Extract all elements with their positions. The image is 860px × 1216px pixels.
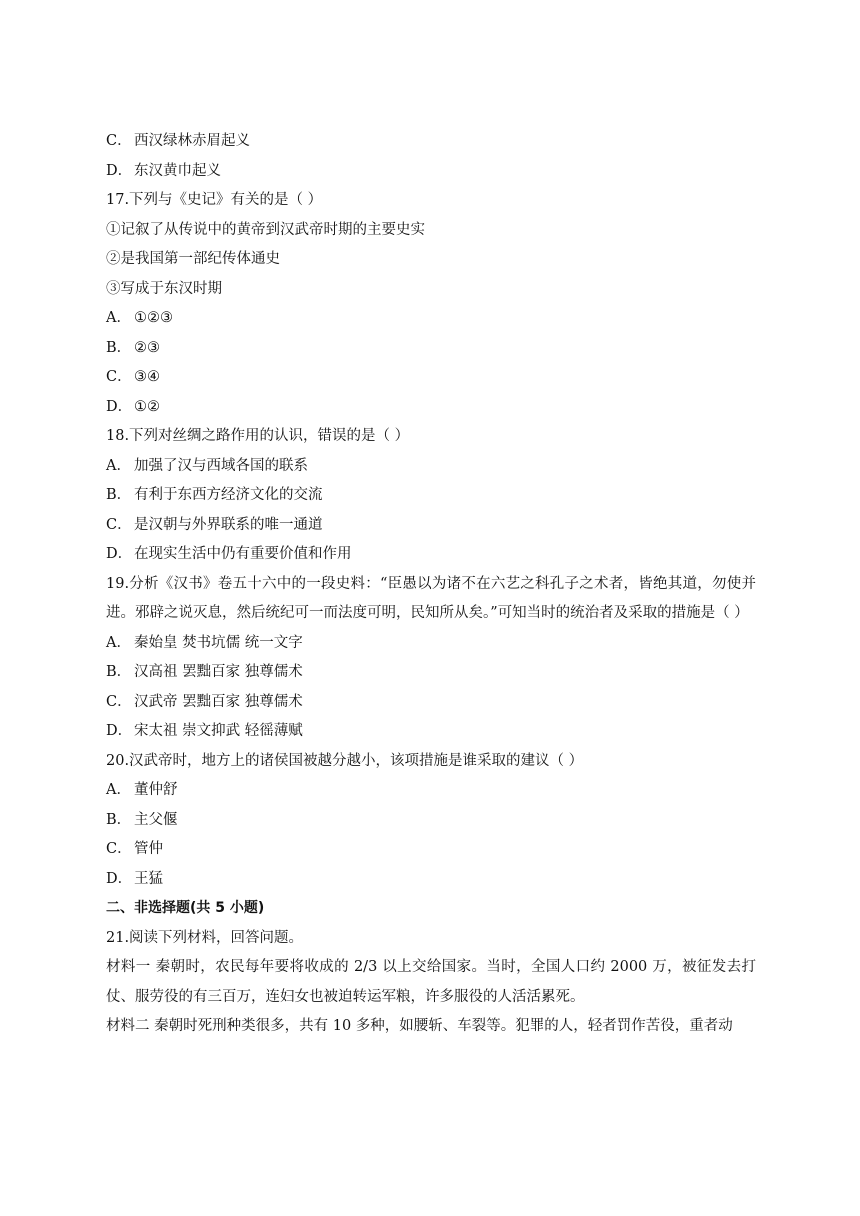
option-text: 有利于东西方经济文化的交流	[134, 487, 323, 503]
q19-option-a	[106, 629, 756, 659]
option-letter: B．	[106, 664, 132, 680]
q19-option-b	[106, 658, 756, 688]
q17-option-a	[106, 304, 756, 334]
option-text: ①②	[134, 398, 160, 415]
option-letter: B．	[106, 339, 132, 356]
q16-option-d	[106, 157, 756, 187]
option-letter: C．	[106, 369, 132, 385]
q17-option-b	[106, 334, 756, 364]
option-text: 汉武帝 罢黜百家 独尊儒术	[134, 693, 303, 710]
q19-option-d	[106, 717, 756, 747]
q17-statement-2: ②是我国第一部纪传体通史	[106, 251, 280, 267]
q17-stem: 17.下列与《史记》有关的是（ ）	[106, 192, 323, 208]
option-text: 王猛	[134, 870, 163, 887]
option-letter: C．	[106, 133, 132, 149]
q18-option-d	[106, 540, 756, 570]
q19-stem: 19.分析《汉书》卷五十六中的一段史料：“臣愚以为诸不在六艺之科孔子之术者，皆绝其道，勿使并进。邪辟之说灭息，然后统纪可一而法度可明，民知所从矣。”可知当时的统治者及采取的措施是（ ）	[106, 575, 756, 621]
option-letter: D．	[106, 723, 133, 739]
option-text: 是汉朝与外界联系的唯一通道	[134, 516, 323, 533]
option-text: ③④	[134, 369, 160, 385]
option-letter: B．	[106, 811, 132, 828]
q18-option-b	[106, 481, 756, 511]
option-text: ①②③	[134, 310, 173, 326]
option-letter: D．	[106, 870, 133, 887]
option-letter: B．	[106, 487, 132, 503]
q18-stem: 18.下列对丝绸之路作用的认识，错误的是（ ）	[106, 428, 410, 444]
option-letter: A．	[106, 634, 131, 651]
q17-statement-3: ③写成于东汉时期	[106, 280, 222, 297]
q20-option-b	[106, 806, 756, 836]
option-text: ②③	[134, 339, 160, 356]
exam-page	[106, 127, 756, 1042]
option-letter: D．	[106, 162, 133, 179]
option-text: 宋太祖 崇文抑武 轻徭薄赋	[134, 723, 303, 739]
q17-statement-1: ①记叙了从传说中的黄帝到汉武帝时期的主要史实	[106, 221, 425, 238]
option-text: 主父偃	[134, 811, 178, 828]
option-letter: C．	[106, 516, 132, 533]
q21-material-2: 材料二 秦朝时死刑种类很多，共有 10 多种，如腰斩、车裂等。犯罪的人，轻者罚作苦役，重者动	[106, 1018, 733, 1034]
q21-stem: 21.阅读下列材料，回答问题。	[106, 929, 304, 946]
q18-option-a	[106, 452, 756, 482]
q20-stem: 20.汉武帝时，地方上的诸侯国被越分越小，该项措施是谁采取的建议（ ）	[106, 752, 584, 769]
q18-option-c	[106, 511, 756, 541]
option-text: 东汉黄巾起义	[134, 162, 221, 179]
option-letter: D．	[106, 546, 133, 562]
option-letter: A．	[106, 782, 131, 798]
q17-option-d	[106, 393, 756, 423]
option-letter: A．	[106, 457, 131, 474]
option-letter: C．	[106, 693, 132, 710]
option-text: 西汉绿林赤眉起义	[134, 133, 250, 149]
option-letter: A．	[106, 310, 131, 326]
q20-option-c	[106, 835, 756, 865]
option-text: 管仲	[134, 841, 163, 857]
q17-option-c	[106, 363, 756, 393]
option-letter: D．	[106, 398, 133, 415]
option-text: 在现实生活中仍有重要价值和作用	[134, 546, 352, 562]
option-text: 秦始皇 焚书坑儒 统一文字	[134, 634, 303, 651]
option-letter: C．	[106, 841, 132, 857]
q21-material-1: 材料一 秦朝时，农民每年要将收成的 2/3 以上交给国家。当时，全国人口约 2000 万，被征发去打仗、服劳役的有三百万，连妇女也被迫转运军粮，许多服役的人活活累死。	[106, 959, 756, 1005]
option-text: 加强了汉与西域各国的联系	[134, 457, 308, 474]
section-heading: 二、非选择题(共 5 小题)	[106, 900, 265, 916]
option-text: 汉高祖 罢黜百家 独尊儒术	[134, 664, 303, 680]
q20-option-d	[106, 865, 756, 895]
q16-option-c	[106, 127, 756, 157]
q20-option-a	[106, 776, 756, 806]
option-text: 董仲舒	[134, 782, 178, 798]
q19-option-c	[106, 688, 756, 718]
